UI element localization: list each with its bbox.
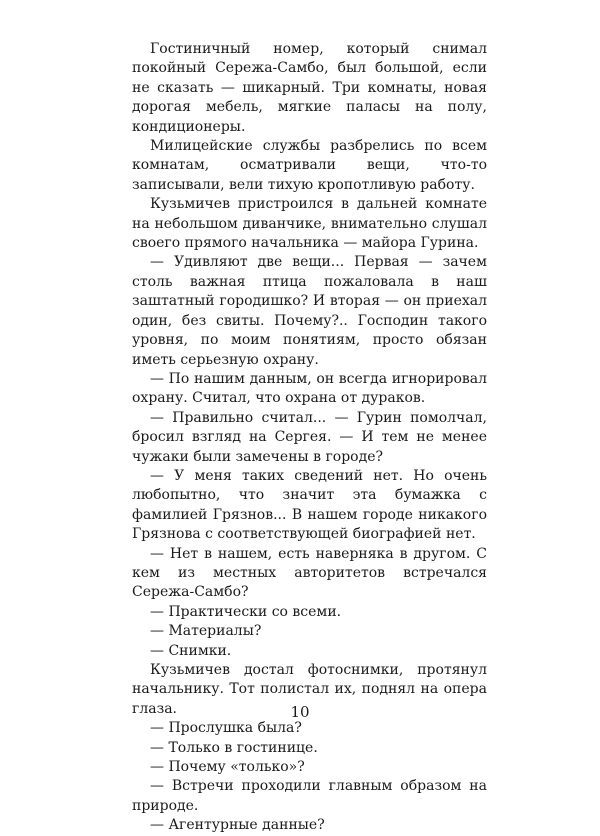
paragraph: — Агентурные данные? (150, 817, 325, 834)
paragraph: — Снимки. (150, 642, 232, 659)
paragraph: — Материалы? (150, 623, 262, 640)
paragraph: — По нашим данным, он всегда игнорировал охрану. Считал, что охрана от дураков. (132, 370, 487, 407)
paragraph: — Удивляют две вещи... Первая — зачем столь важная птица пожаловала в наш заштатный городишко? И вторая — он приехал один, без свиты. Почему?.. Господин такого уровня, по моим понятиям, просто обязан иметь серьезную охрану. (132, 254, 487, 368)
paragraph: — Почему «только»? (150, 759, 305, 776)
paragraph: — Прослушка была? (150, 720, 302, 737)
paragraph: — У меня таких сведений нет. Но очень любопытно, что значит эта бумажка с фамилией Грязнов... В нашем городе никакого Грязнова с соответствующей биографией нет. (132, 467, 487, 543)
page-number: 10 (290, 703, 310, 721)
paragraph: Милицейские службы разбрелись по всем комнатам, осматривали вещи, что-то записывали, вели тихую кропотливую работу. (132, 138, 487, 193)
paragraph: — Правильно считал... — Гурин помолчал, бросил взгляд на Сергея. — И тем не менее чужаки были замечены в городе? (132, 409, 487, 465)
paragraph: — Нет в нашем, есть наверняка в другом. С кем из местных авторитетов встречался Сережа-Самбо? (132, 545, 487, 601)
paragraph: — Практически со всеми. (150, 603, 342, 620)
paragraph: Гостиничный номер, который снимал покойный Сережа-Самбо, был большой, если не сказать — шикарный. Три комнаты, новая дорогая мебель, мягкие паласы на полу, кондиционеры. (132, 41, 487, 135)
paragraph: — Встречи проходили главным образом на природе. (132, 778, 487, 814)
paragraph: — Только в гостинице. (150, 739, 318, 756)
paragraph: Кузьмичев достал фотоснимки, протянул начальнику. Тот полистал их, поднял на опера глаза. (132, 662, 487, 717)
paragraph: Кузьмичев пристроился в дальней комнате на небольшом диванчике, внимательно слушал своего прямого начальника — майора Гурина. (132, 196, 487, 252)
